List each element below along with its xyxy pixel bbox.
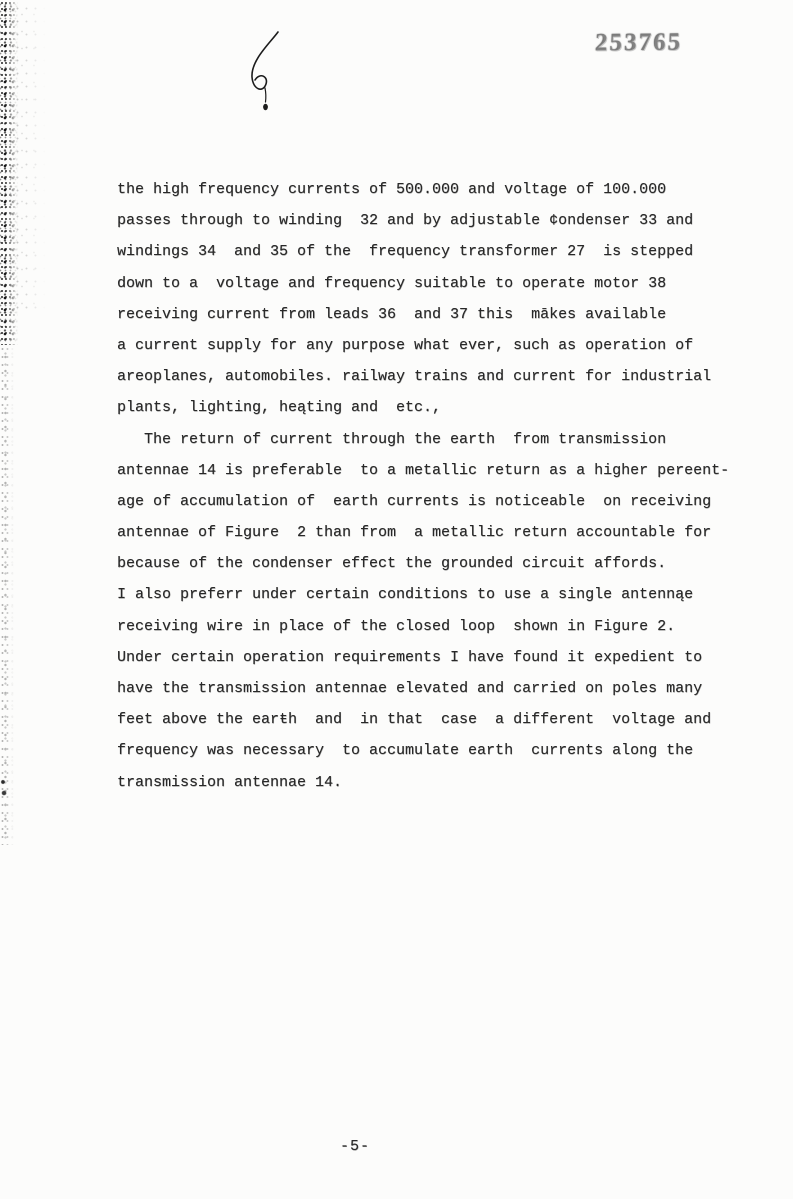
text-line: receiving current from leads 36 and 37 this mākes available xyxy=(117,305,667,323)
text-line: receiving wire in place of the closed loop shown in Figure 2. xyxy=(117,617,676,635)
text-line: windings 34 and 35 of the frequency transformer 27 is stepped xyxy=(117,243,694,261)
scan-corner-noise xyxy=(12,0,46,310)
text-line: a current supply for any purpose what ever, such as operation of xyxy=(117,336,694,354)
text-line: passes through to winding 32 and by adjustable ¢ondenser 33 and xyxy=(117,212,694,230)
text-line: transmission antennae 14. xyxy=(117,773,343,791)
text-line: frequency was necessary to accumulate earth currents along the xyxy=(117,742,694,760)
text-line: antennae 14 is preferable to a metallic return as a higher pereent- xyxy=(117,461,730,479)
text-line: age of accumulation of earth currents is noticeable on receiving xyxy=(117,492,712,510)
text-line: areoplanes, automobiles. railway trains and current for industrial xyxy=(117,368,712,386)
text-line: feet above the earŧh and in that case a different voltage and xyxy=(117,711,712,729)
text-line: down to a voltage and frequency suitable to operate motor 38 xyxy=(117,274,667,292)
scan-edge-blot xyxy=(0,778,10,802)
text-line: The return of current through the earth from transmission xyxy=(117,430,667,448)
text-line: plants, lighting, heąting and etc., xyxy=(117,399,442,417)
scan-edge-noise-bottom xyxy=(0,345,14,845)
page-number: -5- xyxy=(340,1138,371,1155)
text-line: have the transmission antennae elevated and carried on poles many xyxy=(117,680,703,697)
text-line: because of the condenser effect the grounded circuit affords. xyxy=(117,555,667,573)
text-line: Under certain operation requirements I have found it expedient to xyxy=(117,648,703,666)
text-line: I also preferr under certain conditions to use a single antennąe xyxy=(117,586,694,604)
pen-mark-icon xyxy=(243,30,287,122)
text-line: antennae of Figure 2 than from a metallic return accountable for xyxy=(117,524,712,542)
text-line: the high frequency currents of 500.000 and voltage of 100.000 xyxy=(117,181,667,198)
stamp-number: 253765 xyxy=(594,28,683,57)
typewritten-text-block xyxy=(117,174,729,798)
